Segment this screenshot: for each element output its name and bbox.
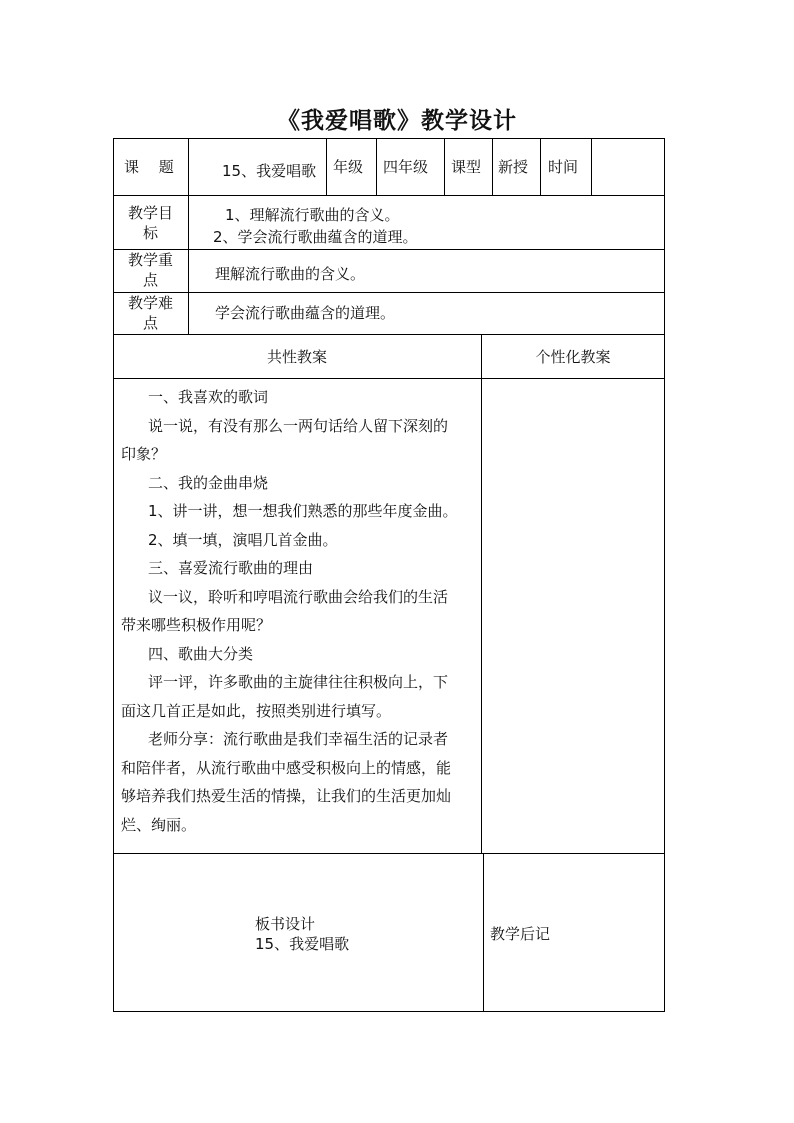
label-key-line1: 教学重 (127, 251, 173, 269)
body-line: 评一评，许多歌曲的主旋律往往积极向上，下 (148, 673, 449, 691)
body-line: 和陪伴者，从流行歌曲中感受积极向上的情感，能 (121, 759, 452, 777)
row-divider (113, 292, 665, 293)
body-line: 2、填一填，演唱几首金曲。 (148, 531, 338, 549)
lesson-name: 15、我爱唱歌 (222, 162, 317, 180)
label-difficulty-line1: 教学难 (127, 294, 173, 312)
body-line: 议一议，聆听和哼唱流行歌曲会给我们的生活 (148, 588, 449, 606)
goal-item: 1、理解流行歌曲的含义。 (225, 206, 400, 224)
goal-item: 2、学会流行歌曲蕴含的道理。 (213, 228, 418, 246)
label-goals-line2: 标 (142, 224, 158, 242)
body-line: 三、喜爱流行歌曲的理由 (148, 559, 314, 577)
col-divider (483, 853, 484, 1012)
body-line: 一、我喜欢的歌词 (148, 388, 269, 406)
body-line: 够培养我们热爱生活的情操，让我们的生活更加灿 (121, 787, 452, 805)
board-design-content: 15、我爱唱歌 (255, 935, 350, 953)
type-value: 新授 (498, 158, 529, 176)
row-divider (113, 195, 665, 196)
label-time: 时间 (548, 158, 579, 176)
col-divider (188, 195, 189, 335)
grade-value: 四年级 (383, 158, 429, 176)
label-type: 课型 (451, 158, 482, 176)
col-divider (591, 138, 592, 196)
col-divider (326, 138, 327, 196)
row-divider (113, 334, 665, 335)
board-design-label: 板书设计 (255, 915, 316, 933)
document-title: 《我爱唱歌》教学设计 (277, 108, 517, 134)
col-divider (376, 138, 377, 196)
body-line: 说一说，有没有那么一两句话给人留下深刻的 (148, 417, 449, 435)
col-divider (444, 138, 445, 196)
col-divider (481, 334, 482, 854)
body-line: 四、歌曲大分类 (148, 645, 254, 663)
common-plan-header: 共性教案 (266, 348, 327, 366)
body-line: 面这几首正是如此，按照类别进行填写。 (121, 702, 392, 720)
row-divider (113, 853, 665, 854)
body-line: 烂、绚丽。 (121, 816, 197, 834)
body-line: 带来哪些积极作用呢？ (121, 616, 272, 634)
personal-plan-header: 个性化教案 (535, 348, 611, 366)
body-line: 二、我的金曲串烧 (148, 474, 269, 492)
body-line: 1、讲一讲，想一想我们熟悉的那些年度金曲。 (148, 502, 458, 520)
row-divider (113, 378, 665, 379)
body-line: 老师分享：流行歌曲是我们幸福生活的记录者 (148, 730, 449, 748)
col-divider (188, 138, 189, 196)
label-grade: 年级 (333, 158, 364, 176)
difficulty-text: 学会流行歌曲蕴含的道理。 (215, 304, 396, 322)
label-lesson: 课 题 (124, 158, 174, 176)
body-line: 印象？ (121, 445, 167, 463)
afterword-label: 教学后记 (490, 925, 551, 943)
key-point-text: 理解流行歌曲的含义。 (215, 265, 366, 283)
row-divider (113, 249, 665, 250)
label-key-line2: 点 (142, 271, 158, 289)
col-divider (540, 138, 541, 196)
col-divider (492, 138, 493, 196)
label-difficulty-line2: 点 (142, 314, 158, 332)
label-goals-line1: 教学目 (127, 204, 173, 222)
